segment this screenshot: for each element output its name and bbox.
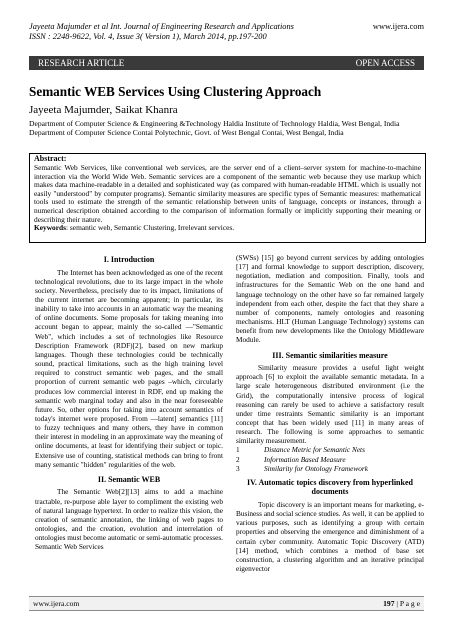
introduction-paragraph: The Internet has been acknowledged as one of the recent technological revolutions, due to its large impact in the whole society. Nevertheless, precisely due to its impact, limitations of the current internet are becoming apparent; in particular, its inability to take into accounts in an automatic way the meaning of online documents. Some proposals for taking meaning into account began to appear, mainly the so-called —"Semantic Web", which includes a set of technologies like Resource Description Framework (RDF)[2], based on new markup languages. Though these technologies could be technically sound, practical limitations, such as the high training level required to construct semantic web pages, and the small proportion of current semantic web pages –which, circularly produces low commercial interest in RDF, end up making the semantic web marginal today and also in the near foreseeable future. So, other options for taking into account semantics of today's internet were proposed. From —latent] semantics [11] to fuzzy techniques and many others, they have in common their interest in modeling in an approximate way the meaning of online documents, at least for identifying their subject or topic. Extensive use of counting, statistical methods can bring to front many semantic "hidden" regularities of the web.	[35, 267, 223, 469]
running-header	[29, 22, 424, 42]
header-site-link[interactable]: www.ijera.com	[372, 22, 424, 31]
affiliation-1: Department of Computer Science & Engineering &Technology Haldia Institute of Technology Haldia, West Bengal, India	[29, 119, 400, 128]
page-number	[383, 597, 420, 610]
article-banner	[29, 56, 424, 70]
list-item-text: Distance Metric for Semantic Nets	[264, 445, 365, 455]
semantic-web-paragraph: The Semantic Web[2][13] aims to add a machine tractable, re-purpose able layer to compliment the existing web of natural language hypertext. In order to realize this vision, the creation of semantic annotation, the linking of web pages to ontologies, and the creation, evolution and interrelation of ontologies must become automatic or semi-automatic processes. Semantic Web Services	[35, 487, 223, 552]
abstract-heading: Abstract:	[34, 154, 67, 163]
footer-site-link[interactable]: www.ijera.com	[33, 599, 80, 608]
list-item-text: Similarity for Ontology Framework	[264, 463, 368, 473]
section-heading-similarity: III. Semantic similarities measure	[272, 350, 388, 360]
list-item-text: Information Based Measure	[264, 454, 346, 464]
approach-list	[236, 445, 424, 472]
page-label: | P a g e	[394, 599, 420, 608]
list-item-number: 2	[236, 454, 240, 464]
list-item	[236, 455, 424, 464]
topic-discovery-paragraph: Topic discovery is an important means for marketing, e-Business and social science studies. As well, it can be applied to various purposes, such as identifying a group with certain properties and observing the emergence and diminishment of a certain cyber community. Automatic Topic Discovery (ATD) [14] method, which combines a method of base set construction, a clustering algorithm and an iterative principal eigenvector	[236, 499, 424, 574]
issn-line: ISSN : 2248-9622, Vol. 4, Issue 3( Version 1), March 2014, pp.197-200	[29, 32, 267, 41]
continued-paragraph: (SWSs) [15] go beyond current services by adding ontologies [17] and formal knowledge to support description, discovery, negotiation, mediation and composition. Finally, tools and infrastructures for the Semantic Web on the one hand and language technology on the other have so far remained largely independent from each other, despite the fact that they share a number of components, namely ontologies and reasoning mechanisms. HLT (Human Language Technology) systems can benefit from new developments like the Ontology Middleware Module.	[236, 253, 424, 345]
list-item-number: 3	[236, 463, 240, 473]
list-item-number: 1	[236, 445, 240, 455]
keywords-text: : semantic web, Semantic Clustering, Irrelevant services.	[66, 223, 235, 233]
abstract-box	[29, 153, 426, 243]
left-column	[35, 253, 223, 552]
section-heading-topic-discovery: IV. Automatic topics discovery from hyperlinked documents	[247, 477, 413, 497]
affiliation-2: Department of Computer Science Contai Polytechnic, Govt. of West Bengal Contai, West Bengal, India	[29, 128, 344, 138]
page-footer	[29, 596, 424, 611]
page-number-value: 197	[383, 599, 395, 608]
similarity-paragraph: Similarity measure provides a useful light weight approach [6] to exploit the available semantic metadata. In a large scale heterogeneous distributed environment (i.e the Grid), the computationally intensive process of logical reasoning can rarely be used to achieve a satisfactory result under time restraints Semantic similarity is an important concept that has been widely used [11] in many areas of research. The following is some approaches to semantic similarity measurement.	[236, 363, 424, 446]
journal-citation: Jayeeta Majumder et al Int. Journal of Engineering Research and Applications	[29, 22, 294, 31]
research-article-label: RESEARCH ARTICLE	[38, 58, 125, 68]
affiliations	[29, 119, 424, 138]
right-column	[236, 253, 424, 573]
abstract-text: Semantic Web Services, like conventional web services, are the server end of a client–server system for machine-to-machine interaction via the World Wide Web. Semantic services are a component of the semantic web because they use markup which makes data machine-readable in a detailed and sophisticated way (as compared with human-readable HTML which is usually not easily "understood" by computer programs). Semantic similarity measures are specific types of Semantic measures: mathematical tools used to estimate the strength of the semantic relationship between units of language, concepts or instances, through a numerical description obtained according to the comparison of information formally or implicitly supporting their meaning or describing their nature.	[34, 163, 421, 224]
list-item	[236, 445, 424, 454]
open-access-label: OPEN ACCESS	[355, 58, 415, 68]
keywords-label: Keywords	[34, 223, 67, 233]
authors: Jayeeta Majumder, Saikat Khanra	[29, 104, 178, 116]
keywords	[34, 224, 421, 233]
section-heading-introduction: I. Introduction	[103, 255, 155, 264]
list-item	[236, 464, 424, 473]
section-heading-semantic-web: II. Semantic WEB	[97, 474, 161, 484]
paper-title: Semantic WEB Services Using Clustering Approach	[29, 84, 322, 99]
